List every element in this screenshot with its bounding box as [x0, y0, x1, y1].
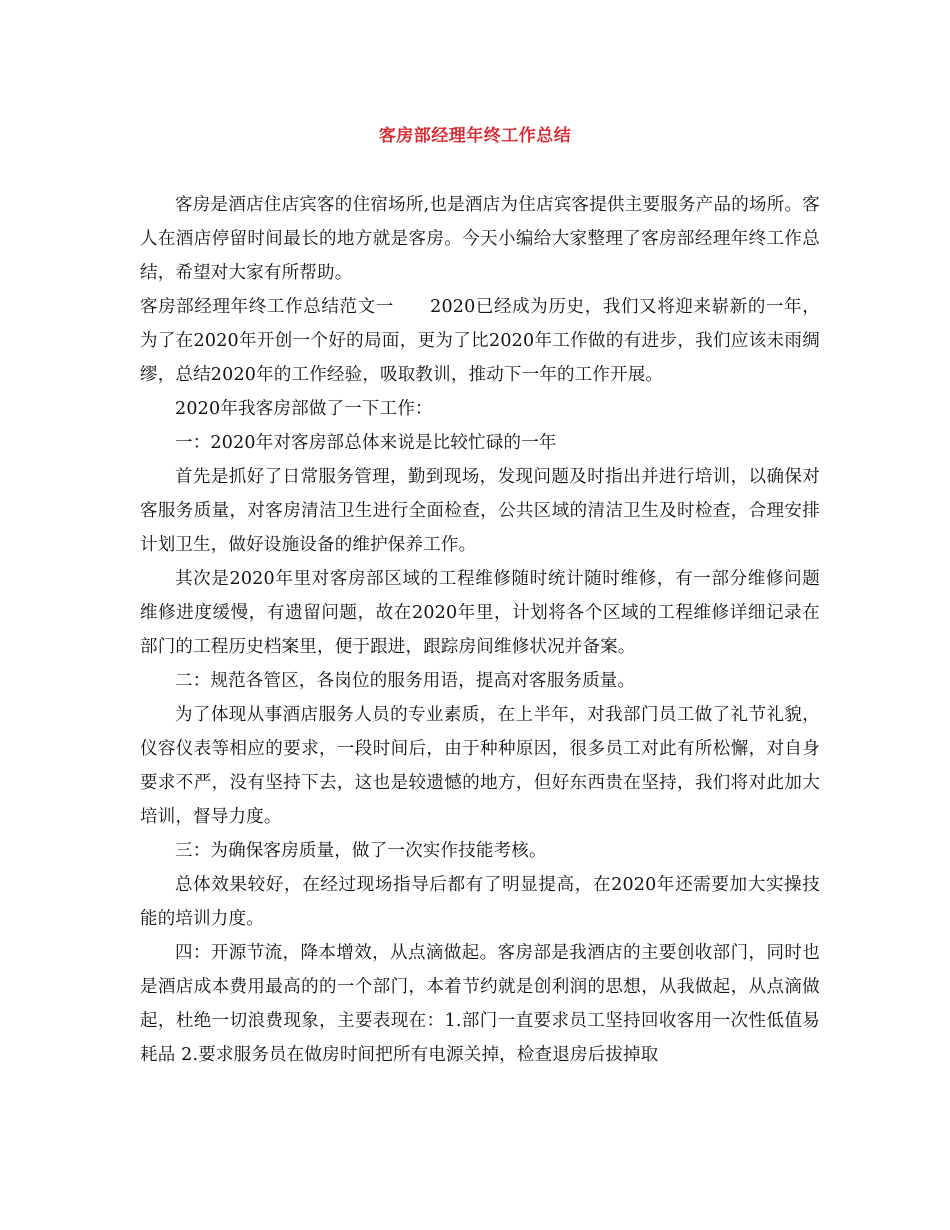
paragraph: 首先是抓好了日常服务管理，勤到现场，发现问题及时指出并进行培训，以确保对客服务质量，对客房清洁卫生进行全面检查，公共区域的清洁卫生及时检查，合理安排计划卫生，做好设施设备的维护保养工作。	[140, 467, 820, 555]
document-body	[140, 188, 820, 1072]
paragraph: 客房部经理年终工作总结范文一 2020已经成为历史，我们又将迎来崭新的一年，为了在2020年开创一个好的局面，更为了比2020年工作做的有进步，我们应该未雨绸缪，总结2020年的工作经验，吸取教训，推动下一年的工作开展。	[140, 297, 820, 385]
paragraph: 一：2020年对客房部总体来说是比较忙碌的一年	[175, 433, 557, 453]
paragraph: 为了体现从事酒店服务人员的专业素质，在上半年，对我部门员工做了礼节礼貌，仪容仪表等相应的要求，一段时间后，由于种种原因，很多员工对此有所松懈，对自身要求不严，没有坚持下去，这也是较遗憾的地方，但好东西贵在坚持，我们将对此加大培训，督导力度。	[140, 705, 820, 827]
document-title: 客房部经理年终工作总结	[378, 126, 572, 146]
paragraph: 其次是2020年里对客房部区域的工程维修随时统计随时维修，有一部分维修问题维修进度缓慢，有遗留问题，故在2020年里，计划将各个区域的工程维修详细记录在部门的工程历史档案里，便于跟进，跟踪房间维修状况并备案。	[140, 569, 820, 657]
paragraph: 客房是酒店住店宾客的住宿场所,也是酒店为住店宾客提供主要服务产品的场所。客人在酒店停留时间最长的地方就是客房。今天小编给大家整理了客房部经理年终工作总结，希望对大家有所帮助。	[140, 195, 820, 283]
paragraph: 四：开源节流，降本增效，从点滴做起。客房部是我酒店的主要创收部门，同时也是酒店成本费用最高的的一个部门，本着节约就是创利润的思想，从我做起，从点滴做起，杜绝一切浪费现象，主要表现在：1.部门一直要求员工坚持回收客用一次性低值易耗品 2.要求服务员在做房时间把所有电源关掉，检查退房后拔掉取	[140, 943, 820, 1065]
paragraph: 2020年我客房部做了一下工作：	[175, 399, 433, 419]
paragraph: 总体效果较好，在经过现场指导后都有了明显提高，在2020年还需要加大实操技能的培训力度。	[140, 875, 820, 929]
paragraph: 三：为确保客房质量，做了一次实作技能考核。	[175, 841, 547, 861]
paragraph: 二：规范各管区，各岗位的服务用语，提高对客服务质量。	[175, 671, 636, 691]
